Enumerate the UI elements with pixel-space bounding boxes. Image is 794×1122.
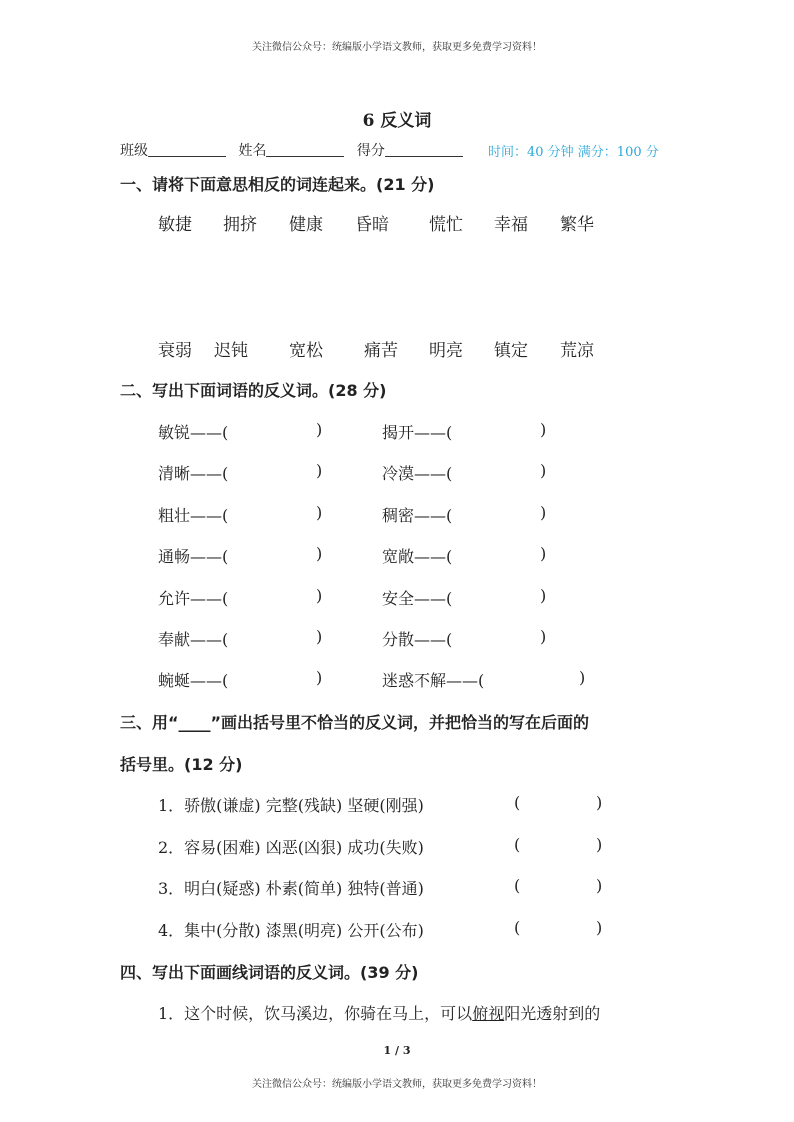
open-paren: ( bbox=[514, 793, 521, 812]
bottom-word: 明亮 bbox=[429, 341, 463, 361]
footer-note: 关注微信公众号：统编版小学语文教师，获取更多免费学习资料！ bbox=[252, 1079, 542, 1090]
section2-heading: 二、写出下面词语的反义词。(28 分) bbox=[120, 381, 387, 400]
close-paren: ) bbox=[316, 627, 323, 646]
close-paren: ) bbox=[316, 420, 323, 439]
antonym-prompt: 允许——( bbox=[158, 589, 229, 608]
bottom-word: 宽松 bbox=[289, 341, 323, 361]
close-paren: ) bbox=[540, 503, 547, 522]
choice-row: 3．明白(疑惑) 朴素(简单) 独特(普通) bbox=[158, 879, 424, 898]
close-paren: ) bbox=[540, 586, 547, 605]
page-title: 6 反义词 bbox=[362, 111, 432, 131]
section1-heading: 一、请将下面意思相反的词连起来。(21 分) bbox=[120, 175, 435, 194]
class-label: 班级 bbox=[120, 143, 148, 159]
score-label: 得分 bbox=[356, 143, 385, 159]
antonym-prompt: 揭开——( bbox=[382, 423, 453, 442]
top-word: 繁华 bbox=[560, 215, 594, 235]
name-blank[interactable] bbox=[266, 142, 344, 157]
antonym-prompt: 迷惑不解——( bbox=[382, 671, 485, 690]
score-blank[interactable] bbox=[385, 142, 463, 157]
bottom-word: 痛苦 bbox=[364, 341, 398, 361]
antonym-prompt: 粗壮——( bbox=[158, 506, 229, 525]
antonym-prompt: 清晰——( bbox=[158, 464, 229, 483]
bottom-word: 衰弱 bbox=[158, 341, 192, 361]
section4-heading: 四、写出下面画线词语的反义词。(39 分) bbox=[120, 963, 419, 982]
sentence-post: 阳光透射到的 bbox=[504, 1004, 601, 1023]
close-paren: ) bbox=[316, 586, 323, 605]
close-paren: ) bbox=[596, 876, 603, 895]
bottom-word: 迟钝 bbox=[214, 341, 248, 361]
name-label: 姓名 bbox=[238, 143, 267, 159]
top-word: 敏捷 bbox=[158, 215, 192, 235]
open-paren: ( bbox=[514, 876, 521, 895]
section3-heading-line2: 括号里。(12 分) bbox=[120, 755, 243, 774]
antonym-prompt: 敏锐——( bbox=[158, 423, 229, 442]
section3-heading-line1: 三、用“____”画出括号里不恰当的反义词，并把恰当的写在后面的 bbox=[120, 713, 590, 732]
close-paren: ) bbox=[540, 544, 547, 563]
close-paren: ) bbox=[316, 668, 323, 687]
time-score-info: 时间：40 分钟 满分：100 分 bbox=[488, 145, 659, 160]
antonym-prompt: 宽敞——( bbox=[382, 547, 453, 566]
top-word: 健康 bbox=[289, 215, 323, 235]
antonym-prompt: 安全——( bbox=[382, 589, 453, 608]
top-word: 昏暗 bbox=[355, 215, 389, 235]
close-paren: ) bbox=[596, 918, 603, 937]
antonym-prompt: 奉献——( bbox=[158, 630, 229, 649]
underlined-word: 俯视 bbox=[472, 1004, 505, 1023]
open-paren: ( bbox=[514, 835, 521, 854]
antonym-prompt: 冷漠——( bbox=[382, 464, 453, 483]
close-paren: ) bbox=[579, 668, 586, 687]
close-paren: ) bbox=[316, 461, 323, 480]
bottom-word: 荒凉 bbox=[560, 341, 594, 361]
close-paren: ) bbox=[316, 544, 323, 563]
sentence-pre: 1．这个时候，饮马溪边，你骑在马上，可以 bbox=[158, 1004, 473, 1023]
page-number: 1 / 3 bbox=[383, 1044, 411, 1057]
antonym-prompt: 分散——( bbox=[382, 630, 453, 649]
close-paren: ) bbox=[596, 835, 603, 854]
bottom-word: 镇定 bbox=[494, 341, 528, 361]
close-paren: ) bbox=[596, 793, 603, 812]
choice-row: 4．集中(分散) 漆黑(明亮) 公开(公布) bbox=[158, 921, 424, 940]
section4-sentence bbox=[158, 1001, 600, 1024]
close-paren: ) bbox=[540, 420, 547, 439]
top-word: 幸福 bbox=[494, 215, 528, 235]
top-word: 拥挤 bbox=[223, 215, 257, 235]
top-word: 慌忙 bbox=[429, 215, 463, 235]
class-blank[interactable] bbox=[148, 142, 226, 157]
close-paren: ) bbox=[540, 627, 547, 646]
antonym-prompt: 通畅——( bbox=[158, 547, 229, 566]
antonym-prompt: 稠密——( bbox=[382, 506, 453, 525]
antonym-prompt: 蜿蜒——( bbox=[158, 671, 229, 690]
close-paren: ) bbox=[316, 503, 323, 522]
open-paren: ( bbox=[514, 918, 521, 937]
close-paren: ) bbox=[540, 461, 547, 480]
choice-row: 1．骄傲(谦虚) 完整(残缺) 坚硬(刚强) bbox=[158, 796, 424, 815]
choice-row: 2．容易(困难) 凶恶(凶狠) 成功(失败) bbox=[158, 838, 424, 857]
header-note: 关注微信公众号：统编版小学语文教师，获取更多免费学习资料！ bbox=[252, 42, 542, 53]
info-line bbox=[120, 140, 471, 160]
